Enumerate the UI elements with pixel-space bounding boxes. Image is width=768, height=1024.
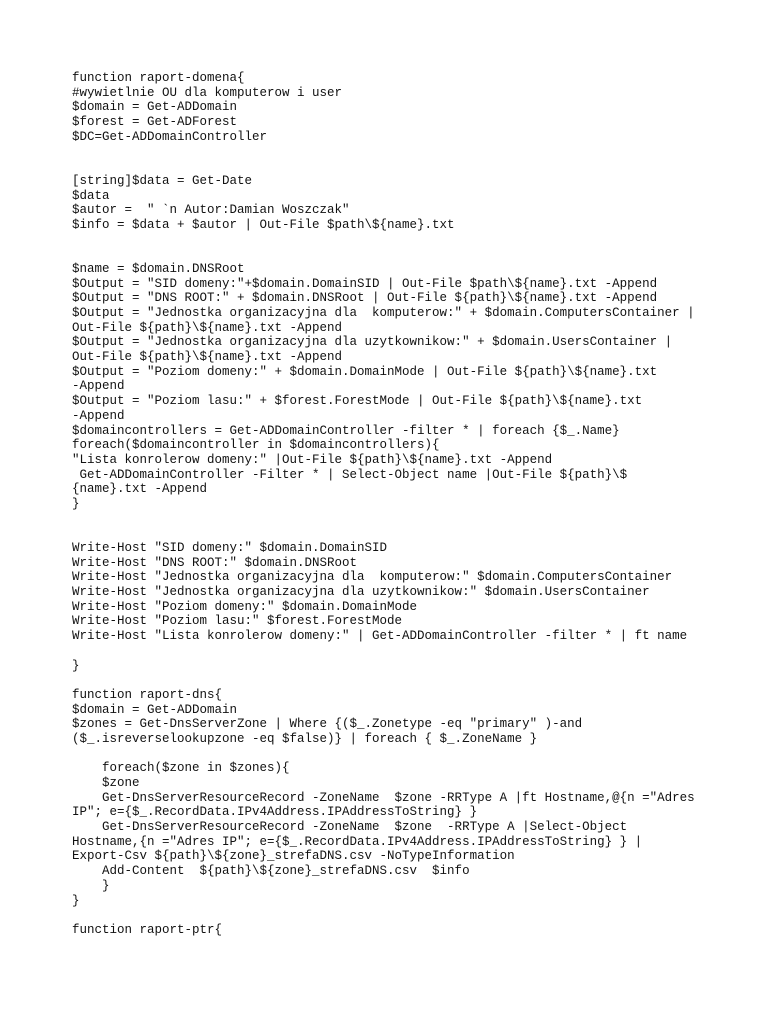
code-line: $DC=Get-ADDomainController	[72, 129, 268, 144]
code-line: $data	[72, 188, 110, 203]
code-line: Write-Host "Jednostka organizacyjna dla uzytkownikow:" $domain.UsersContainer	[72, 585, 650, 600]
code-line: Out-File ${path}\${name}.txt -Append	[72, 320, 343, 335]
code-line: }	[72, 658, 80, 673]
code-line: [string]$data = Get-Date	[72, 173, 253, 188]
code-line: $name = $domain.DNSRoot	[72, 261, 245, 276]
code-line: Get-DnsServerResourceRecord -ZoneName $zone -RRType A |ft Hostname,@{n ="Adres	[72, 790, 695, 805]
code-line: }	[72, 893, 80, 908]
code-line: Add-Content ${path}\${zone}_strefaDNS.csv $info	[72, 864, 470, 879]
code-line: Write-Host "DNS ROOT:" $domain.DNSRoot	[72, 555, 358, 570]
code-line	[72, 747, 712, 762]
code-listing	[72, 71, 712, 938]
code-line: foreach($domaincontroller in $domaincontrollers){	[72, 438, 440, 453]
code-line: $zones = Get-DnsServerZone | Where {($_.Zonetype -eq "primary" )-and	[72, 717, 583, 732]
code-line: Write-Host "Lista konrolerow domeny:" | Get-ADDomainController -filter * | ft name	[72, 629, 688, 644]
code-line: $Output = "DNS ROOT:" + $domain.DNSRoot | Out-File ${path}\${name}.txt -Append	[72, 291, 658, 306]
code-line: foreach($zone in $zones){	[72, 761, 290, 776]
code-line: -Append	[72, 379, 125, 394]
code-line: $Output = "Jednostka organizacyjna dla uzytkownikow:" + $domain.UsersContainer |	[72, 335, 673, 350]
code-line: function raport-domena{	[72, 71, 245, 85]
code-line: $zone	[72, 776, 140, 790]
code-line: "Lista konrolerow domeny:" |Out-File ${path}\${name}.txt -Append	[72, 452, 553, 467]
code-line	[72, 908, 712, 923]
code-line: $forest = Get-ADForest	[72, 115, 238, 130]
code-line: $domaincontrollers = Get-ADDomainController -filter * | foreach {$_.Name}	[72, 423, 620, 438]
code-line: $Output = "SID domeny:"+$domain.DomainSID | Out-File $path\${name}.txt -Append	[72, 276, 658, 291]
code-line: }	[72, 496, 80, 511]
code-line: Write-Host "Jednostka organizacyjna dla komputerow:" $domain.ComputersContainer	[72, 570, 673, 585]
code-line: #wywietlnie OU dla komputerow i user	[72, 85, 343, 100]
code-line	[72, 247, 712, 262]
code-line: Get-DnsServerResourceRecord -ZoneName $zone -RRType A |Select-Object	[72, 820, 628, 835]
code-line	[72, 644, 712, 659]
code-line	[72, 233, 712, 248]
code-line: $autor = " `n Autor:Damian Woszczak"	[72, 203, 350, 218]
code-line: Get-ADDomainController -Filter * | Select-Object name |Out-File ${path}\$	[72, 467, 628, 482]
code-line	[72, 526, 712, 541]
code-line: $Output = "Jednostka organizacyjna dla komputerow:" + $domain.ComputersContainer |	[72, 306, 695, 320]
code-line: Write-Host "Poziom domeny:" $domain.DomainMode	[72, 599, 418, 614]
code-line: {name}.txt -Append	[72, 482, 208, 497]
code-line: $Output = "Poziom domeny:" + $domain.DomainMode | Out-File ${path}\${name}.txt	[72, 364, 658, 379]
code-line	[72, 512, 712, 527]
code-line: }	[72, 878, 110, 893]
code-line: Export-Csv ${path}\${zone}_strefaDNS.csv -NoTypeInformation	[72, 849, 515, 864]
code-line: Write-Host "Poziom lasu:" $forest.ForestMode	[72, 614, 403, 629]
code-line: IP"; e={$_.RecordData.IPv4Address.IPAddressToString} }	[72, 805, 478, 820]
code-line: $info = $data + $autor | Out-File $path\${name}.txt	[72, 217, 455, 232]
code-line: Write-Host "SID domeny:" $domain.DomainSID	[72, 541, 388, 555]
code-line: Out-File ${path}\${name}.txt -Append	[72, 350, 343, 365]
code-line: function raport-ptr{	[72, 922, 223, 937]
code-line	[72, 673, 712, 688]
code-line: $domain = Get-ADDomain	[72, 702, 238, 717]
code-line: $Output = "Poziom lasu:" + $forest.ForestMode | Out-File ${path}\${name}.txt	[72, 394, 643, 409]
code-line: $domain = Get-ADDomain	[72, 100, 238, 115]
code-line	[72, 159, 712, 174]
code-line: -Append	[72, 408, 125, 423]
code-line: Hostname,{n ="Adres IP"; e={$_.RecordData.IPv4Address.IPAddressToString} } |	[72, 834, 643, 849]
code-line: function raport-dns{	[72, 687, 223, 702]
code-line: ($_.isreverselookupzone -eq $false)} | foreach { $_.ZoneName }	[72, 731, 538, 746]
code-line	[72, 144, 712, 159]
